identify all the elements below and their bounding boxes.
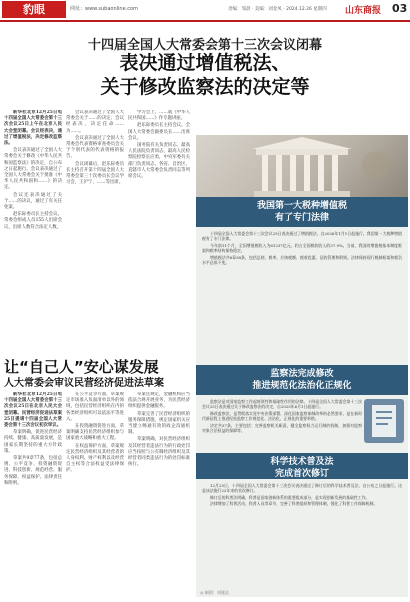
courthouse-illustration [196,135,408,197]
story1-para: 会议表决通过了全国人大常委会代表资格审查委员会关于个别代表的代表资格的报告。 [66,135,124,160]
science-para: 修订后的科普法明确，科普是国家创新体系的重要组成部分，是实现创新发展的基础性工作。 [210,494,370,500]
science-para: 法律增加了科普活动、科普人员等章节，完善了科普组织和管理体制，强化了科普工作保障机制。 [210,501,378,507]
story2-para: 草案完善了民营经济组织的服务保障措施，规定国家机关应当建立畅通有效的政企沟通机制。 [128,411,190,436]
banner-supervision-law [196,365,408,395]
story2-para: 在公平竞争方面，草案规定市场准入负面清单以外的领域，包括民营经济组织在内的各类经济组织可以依法平等进入。 [66,392,124,422]
story1-para: 国务院有关负责同志，最高人民法院负责同志，最高人民检察院检察长应勇，中央军委有关部门负责同志，各省、自治区、直辖市人大常委会负责同志等列席会议。 [128,143,190,180]
banner-vat-law [196,197,408,227]
supervision-para: 决定共37条，主要包括：完善监察机关职责，健全监察权力运行制约机制，加强对监察对象合法权益的保障等。 [202,422,362,434]
story2-para: 草案明确，对民营经济组织及其经营者违法行为的行政处罚应当按照与公有制经济组织及其经营者同类违法行为的处罚标准执行。 [128,437,190,468]
story2-kicker: 让“自己人”安心谋发展 [4,358,159,376]
story1-column-1 [4,110,62,348]
story2-para: 在投资融资促进方面，草案明确支持民营经济组织参与国家重大战略和重大工程。 [66,424,124,442]
masthead-logo: 豹眼 [2,1,66,18]
story1-para: 会议表决通过了全国人大常委会关于……的决定；会议经表决，决定任命……为……。 [66,110,124,134]
story2-column-3 [128,392,190,597]
story1-para: 赵乐际委员长主持会议。常委会组成人员155人出席会议，出席人数符合法定人数。 [4,212,62,230]
supervision-para: 监察法是对国家监察工作起统领性和基础性作用的法律。十四届全国人大常委会第十三次会议25日表决通过关于修改监察法的决定，自2025年6月1日起施行。 [202,399,362,410]
story1-headline-line2: 关于修改监察法的决定等 [100,76,310,98]
paper-name: 山东商报 [345,6,382,16]
science-law-text [202,483,402,589]
banner-supervision-line2: 推进规范化法治化正规化 [252,381,352,391]
story2-para: 草案还规定，金融机构应当依法合规开展业务，为民营经济组织提供金融服务。 [128,392,190,410]
page-meta: 责编：邹晨 · 美编：刘金凤 · 2024.12.26 星期四 [228,7,327,12]
story2-para: 在权益保护方面，草案规定民营经济组织及其经营者的人身权利、财产权利以及经营自主权等合法权益受法律保护。 [66,443,124,474]
courthouse-photo [196,135,408,197]
story1-column-3 [128,110,190,348]
story2-para: 草案明确，促进民营经济持续、健康、高质量发展，是国家长期坚持的重大方针政策。 [4,430,62,454]
banner-vat-line1: 我国第一大税种增值税 [256,201,347,211]
graphic-credit: ◎ 制图：刘建达 [200,590,229,595]
site-url: 网址：www.subaonline.com [70,6,138,12]
banner-supervision-line1: 监察法完成修改 [270,369,334,379]
supervision-para: 修改监察法，是贯彻落实党中央决策部署、深化国家监察体制改革的必然要求，是在新时代新征程上推进纪检监察工作规范化、法治化、正规化的重要举措。 [202,410,362,422]
infographic-panel [196,135,408,597]
story1-column-2 [66,110,124,348]
story2-para: 新华社北京12月25日电 十四届全国人大常委会第十三次会议25日在北京人民大会堂闭幕。民营经济促进法草案25日提请十四届全国人大常委会第十三次会议初次审议。 [4,392,62,429]
story2-column-2 [66,392,124,597]
story2-subhead: 人大常委会审议民营经济促进法草案 [4,378,164,389]
story1-headline-line1: 表决通过增值税法、 [119,52,291,74]
story2-column-1 [4,392,62,597]
vat-para: 十四届全国人大常委会第十三次会议25日表决通过了增值税法，自2026年1月1日起施行。我国第一大税种增值税有了专门法律。 [202,231,402,242]
page-number: 03 [392,2,408,15]
vat-para: 增值税法共6章38条，包括总则、税率、应纳税额、税收优惠、征收管理和附则。法律保持现行税制框架和税负水平总体不变。 [202,254,402,266]
story1-para: 赵乐际委员长主持会议。全国人大常委会副委员长……出席会议。 [128,123,190,141]
story1-para: 学习会上，……就《中华人民共和国……》作专题讲座。 [128,110,190,122]
law-book-icon [364,399,404,443]
story1-para: 会议还表决通过了关于……的决议，通过了有关任免案。 [4,192,62,211]
banner-science-law [196,453,408,479]
story1-para: 新华社北京12月25日电 十四届全国人大常委会第十三次会议25日上午在北京人民大会堂闭幕。会议经表决，通过了增值税法，决定修改监察法。 [4,110,62,147]
science-para: 12月25日，十四届全国人大常委会第十三次会议表决通过了修订后的科学技术普及法，自公布之日起施行。这是该法施行22年来的首次修订。 [202,483,402,494]
vat-para: 今年前11个月，全国增值税收入为61237亿元，约占全国税收收入的37.9%。当前，我国的增值税基本制度框架和税率结构保持稳定。 [202,242,402,254]
story1-para: 会议表决通过了全国人大常委会关于修改《中华人民共和国监察法》的决定，自公布之日起施行。会议表决通过了全国人大常委会关于批准《中华人民共和国和……》的决定。 [4,148,62,191]
banner-vat-line2: 有了专门法律 [274,213,329,223]
masthead [0,0,410,22]
banner-science-line2: 完成首次修订 [274,469,329,479]
story1-kicker: 十四届全国人大常委会第十三次会议闭幕 [87,38,322,53]
vat-law-text [202,231,402,361]
story2-para: 草案共9章77条，包括总则、公平竞争、投资融资促进、科技创新、规范经营、服务保障、权益保护、法律责任和附则。 [4,456,62,486]
story1-para: 会议闭幕后，赵乐际委员长主持召开第十四届全国人大常委会第三十次委员长会议学习会，王沪宁、……等出席。 [66,161,124,186]
banner-science-line1: 科学技术普及法 [270,457,334,467]
